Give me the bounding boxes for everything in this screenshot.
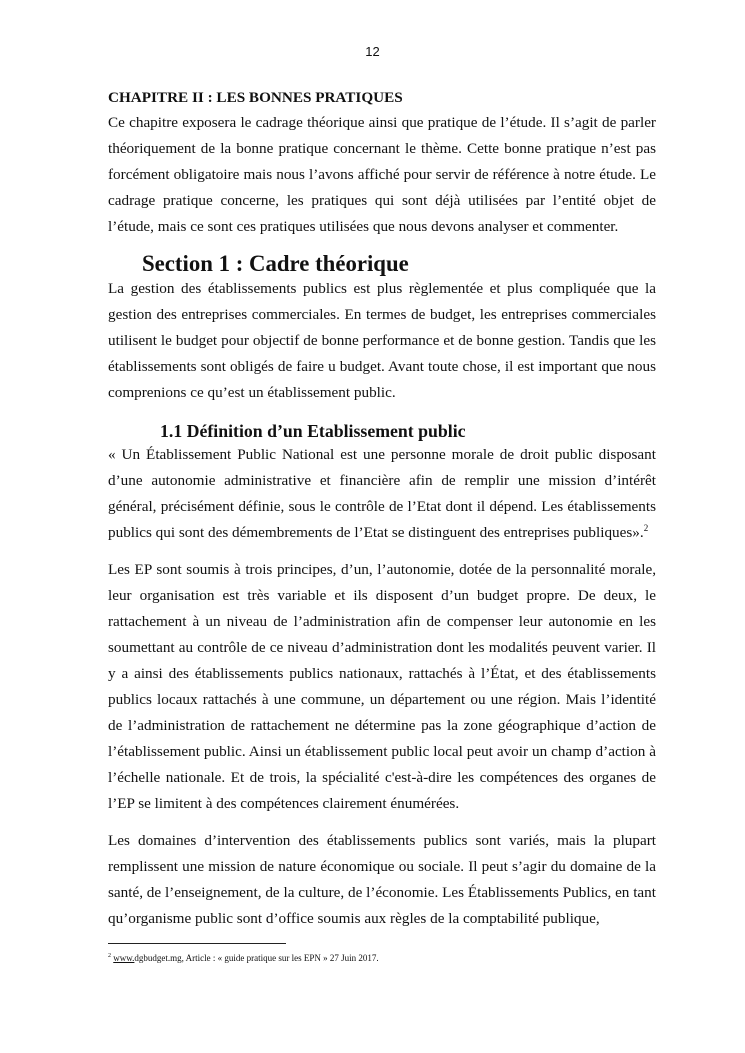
principles-paragraph: Les EP sont soumis à trois principes, d’un, l’autonomie, dotée de la personnalité morale, leur organisation est très variable et ils disposent d’un budget propre. De deux, le rattachement à un niveau de l’administration afin de compenser leur autonomie en les soumettant au contrôle de ce niveau d’administration dont les modalités peuvent varier. Il y a ainsi des établissements publics nationaux, rattachés à l’État, et des établissements publics locaux rattachés à une commune, un département ou une région. Mais l’identité de l’administration de rattachement ne détermine pas la zone géographique d’action de l’établissement public. Ainsi un établissement public local peut avoir un champ d’action à l’échelle nationale. Et de trois, la spécialité c'est-à-dire les compétences des organes de l’EP se limitent à des compétences clairement énumérées. <box>108 561 656 812</box>
page-body <box>108 86 656 932</box>
definition-quote <box>108 442 656 546</box>
definition-quote-text: « Un Établissement Public National est une personne morale de droit public disposant d’une autonomie administrative et financière afin de remplir une mission d’intérêt général, précisément définie, sous le contrôle de l’Etat dont il dépend. Les établissements publics qui sont des démembrements de l’Etat se distinguent des entreprises publiques». <box>108 446 656 541</box>
subsection-title: 1.1 Définition d’un Etablissement public <box>160 421 466 441</box>
footnote-link[interactable]: www. <box>113 953 135 963</box>
section-paragraph: La gestion des établissements publics est plus règlementée et plus compliquée que la gestion des entreprises commerciales. En termes de budget, les entreprises commerciales utilisent le budget pour objectif de bonne performance et de bonne gestion. Tandis que les établissements sont obligés de faire u budget. Avant toute chose, il est important que nous comprenions ce qu’est un établissement public. <box>108 280 656 401</box>
chapter-title: CHAPITRE II : LES BONNES PRATIQUES <box>108 89 403 106</box>
section-title: Section 1 : Cadre théorique <box>142 251 409 276</box>
footnote <box>108 952 656 964</box>
chapter-intro-paragraph: Ce chapitre exposera le cadrage théorique ainsi que pratique de l’étude. Il s’agit de parler théoriquement de la bonne pratique concernant le thème. Cette bonne pratique n’est pas forcément obligatoire mais nous l’avons affiché pour servir de référence à notre étude. Le cadrage pratique concerne, les pratiques qui sont déjà utilisées par l’entité objet de l’étude, mais ce sont ces pratiques utilisées que nous devons analyser et commenter. <box>108 114 656 235</box>
footnote-number: 2 <box>108 953 111 959</box>
footnote-divider <box>108 943 286 944</box>
page-number: 12 <box>365 44 380 59</box>
domains-paragraph: Les domaines d’intervention des établissements publics sont variés, mais la plupart remplissent une mission de nature économique ou sociale. Il peut s’agir du domaine de la santé, de l’enseignement, de la culture, de l’économie. Les Établissements Publics, en tant qu’organisme public sont d’office soumis aux règles de la comptabilité publique, <box>108 832 656 927</box>
footnote-text: dgbudget.mg, Article : « guide pratique sur les EPN » 27 Juin 2017. <box>134 953 379 963</box>
footnote-reference[interactable]: 2 <box>643 522 649 533</box>
